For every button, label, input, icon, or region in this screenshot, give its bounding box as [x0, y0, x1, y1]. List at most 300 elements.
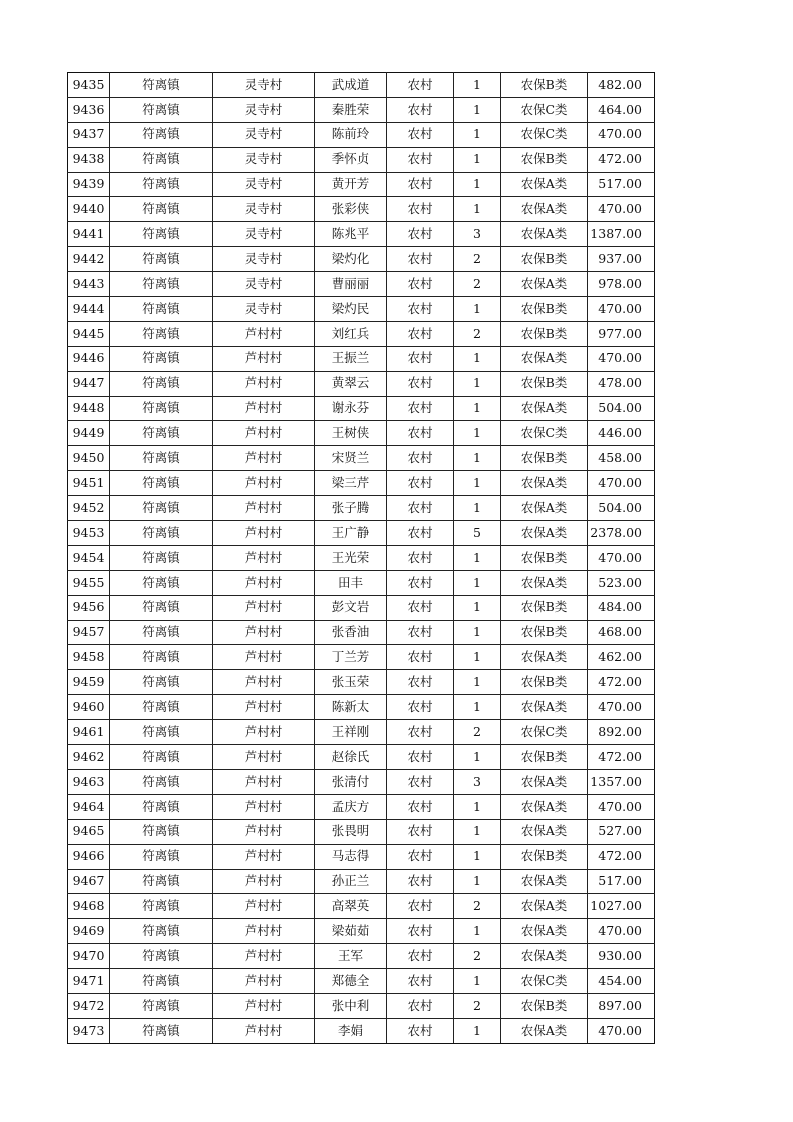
area-type-cell: 农村 [387, 570, 454, 595]
category-cell: 农保A类 [501, 272, 588, 297]
area-type-cell: 农村 [387, 720, 454, 745]
household-size-cell: 3 [454, 222, 501, 247]
village-cell: 芦村村 [213, 745, 315, 770]
serial-number-cell: 9458 [68, 645, 110, 670]
town-cell: 符离镇 [110, 521, 213, 546]
name-cell: 梁三芹 [315, 471, 387, 496]
amount-cell: 472.00 [588, 147, 655, 172]
table-row [68, 620, 655, 645]
table-row [68, 197, 655, 222]
amount-cell: 472.00 [588, 844, 655, 869]
category-cell: 农保B类 [501, 993, 588, 1018]
category-cell: 农保A类 [501, 769, 588, 794]
household-size-cell: 1 [454, 969, 501, 994]
town-cell: 符离镇 [110, 122, 213, 147]
name-cell: 黄开芳 [315, 172, 387, 197]
table-row [68, 794, 655, 819]
roster-body [68, 73, 655, 1044]
name-cell: 张香油 [315, 620, 387, 645]
amount-cell: 527.00 [588, 819, 655, 844]
household-size-cell: 1 [454, 919, 501, 944]
town-cell: 符离镇 [110, 197, 213, 222]
category-cell: 农保A类 [501, 794, 588, 819]
category-cell: 农保A类 [501, 471, 588, 496]
serial-number-cell: 9457 [68, 620, 110, 645]
town-cell: 符离镇 [110, 1018, 213, 1043]
town-cell: 符离镇 [110, 993, 213, 1018]
area-type-cell: 农村 [387, 769, 454, 794]
village-cell: 灵寺村 [213, 122, 315, 147]
table-row [68, 819, 655, 844]
household-size-cell: 1 [454, 670, 501, 695]
table-row [68, 1018, 655, 1043]
serial-number-cell: 9445 [68, 321, 110, 346]
serial-number-cell: 9460 [68, 695, 110, 720]
name-cell: 秦胜荣 [315, 97, 387, 122]
area-type-cell: 农村 [387, 969, 454, 994]
town-cell: 符离镇 [110, 769, 213, 794]
table-row [68, 570, 655, 595]
amount-cell: 484.00 [588, 595, 655, 620]
name-cell: 王广静 [315, 521, 387, 546]
area-type-cell: 农村 [387, 272, 454, 297]
serial-number-cell: 9453 [68, 521, 110, 546]
village-cell: 芦村村 [213, 695, 315, 720]
name-cell: 曹丽丽 [315, 272, 387, 297]
household-size-cell: 2 [454, 944, 501, 969]
household-size-cell: 2 [454, 993, 501, 1018]
amount-cell: 517.00 [588, 172, 655, 197]
village-cell: 芦村村 [213, 620, 315, 645]
village-cell: 灵寺村 [213, 147, 315, 172]
town-cell: 符离镇 [110, 147, 213, 172]
amount-cell: 470.00 [588, 197, 655, 222]
village-cell: 灵寺村 [213, 222, 315, 247]
area-type-cell: 农村 [387, 421, 454, 446]
area-type-cell: 农村 [387, 471, 454, 496]
village-cell: 芦村村 [213, 794, 315, 819]
town-cell: 符离镇 [110, 73, 213, 98]
name-cell: 张中利 [315, 993, 387, 1018]
serial-number-cell: 9442 [68, 247, 110, 272]
name-cell: 田丰 [315, 570, 387, 595]
name-cell: 张彩侠 [315, 197, 387, 222]
category-cell: 农保A类 [501, 197, 588, 222]
amount-cell: 1027.00 [588, 894, 655, 919]
amount-cell: 472.00 [588, 745, 655, 770]
household-size-cell: 1 [454, 844, 501, 869]
town-cell: 符离镇 [110, 97, 213, 122]
name-cell: 孙正兰 [315, 869, 387, 894]
category-cell: 农保B类 [501, 321, 588, 346]
household-size-cell: 1 [454, 147, 501, 172]
amount-cell: 517.00 [588, 869, 655, 894]
village-cell: 芦村村 [213, 545, 315, 570]
town-cell: 符离镇 [110, 720, 213, 745]
town-cell: 符离镇 [110, 570, 213, 595]
area-type-cell: 农村 [387, 371, 454, 396]
table-row [68, 670, 655, 695]
serial-number-cell: 9450 [68, 446, 110, 471]
town-cell: 符离镇 [110, 894, 213, 919]
amount-cell: 1387.00 [588, 222, 655, 247]
village-cell: 芦村村 [213, 371, 315, 396]
serial-number-cell: 9448 [68, 396, 110, 421]
area-type-cell: 农村 [387, 595, 454, 620]
category-cell: 农保B类 [501, 446, 588, 471]
name-cell: 刘红兵 [315, 321, 387, 346]
town-cell: 符离镇 [110, 944, 213, 969]
town-cell: 符离镇 [110, 371, 213, 396]
area-type-cell: 农村 [387, 1018, 454, 1043]
category-cell: 农保B类 [501, 844, 588, 869]
household-size-cell: 1 [454, 794, 501, 819]
serial-number-cell: 9436 [68, 97, 110, 122]
household-size-cell: 3 [454, 769, 501, 794]
area-type-cell: 农村 [387, 869, 454, 894]
area-type-cell: 农村 [387, 247, 454, 272]
table-row [68, 645, 655, 670]
village-cell: 芦村村 [213, 471, 315, 496]
name-cell: 陈新太 [315, 695, 387, 720]
town-cell: 符离镇 [110, 819, 213, 844]
name-cell: 郑德全 [315, 969, 387, 994]
household-size-cell: 1 [454, 1018, 501, 1043]
serial-number-cell: 9444 [68, 297, 110, 322]
amount-cell: 930.00 [588, 944, 655, 969]
table-row [68, 346, 655, 371]
town-cell: 符离镇 [110, 471, 213, 496]
village-cell: 芦村村 [213, 819, 315, 844]
town-cell: 符离镇 [110, 172, 213, 197]
category-cell: 农保A类 [501, 944, 588, 969]
amount-cell: 2378.00 [588, 521, 655, 546]
table-row [68, 969, 655, 994]
village-cell: 芦村村 [213, 919, 315, 944]
town-cell: 符离镇 [110, 222, 213, 247]
household-size-cell: 2 [454, 321, 501, 346]
category-cell: 农保A类 [501, 819, 588, 844]
category-cell: 农保B类 [501, 595, 588, 620]
amount-cell: 458.00 [588, 446, 655, 471]
household-size-cell: 1 [454, 745, 501, 770]
amount-cell: 470.00 [588, 919, 655, 944]
category-cell: 农保A类 [501, 172, 588, 197]
village-cell: 芦村村 [213, 321, 315, 346]
area-type-cell: 农村 [387, 521, 454, 546]
village-cell: 灵寺村 [213, 172, 315, 197]
table-row [68, 869, 655, 894]
village-cell: 芦村村 [213, 720, 315, 745]
area-type-cell: 农村 [387, 919, 454, 944]
category-cell: 农保A类 [501, 570, 588, 595]
serial-number-cell: 9467 [68, 869, 110, 894]
household-size-cell: 1 [454, 446, 501, 471]
serial-number-cell: 9447 [68, 371, 110, 396]
town-cell: 符离镇 [110, 745, 213, 770]
household-size-cell: 2 [454, 272, 501, 297]
household-size-cell: 1 [454, 297, 501, 322]
town-cell: 符离镇 [110, 670, 213, 695]
town-cell: 符离镇 [110, 595, 213, 620]
town-cell: 符离镇 [110, 844, 213, 869]
amount-cell: 937.00 [588, 247, 655, 272]
table-row [68, 122, 655, 147]
serial-number-cell: 9456 [68, 595, 110, 620]
amount-cell: 470.00 [588, 346, 655, 371]
household-size-cell: 1 [454, 545, 501, 570]
town-cell: 符离镇 [110, 620, 213, 645]
table-row [68, 396, 655, 421]
household-size-cell: 1 [454, 73, 501, 98]
name-cell: 季怀贞 [315, 147, 387, 172]
name-cell: 赵徐氏 [315, 745, 387, 770]
name-cell: 张畏明 [315, 819, 387, 844]
table-row [68, 993, 655, 1018]
household-size-cell: 1 [454, 695, 501, 720]
table-row [68, 471, 655, 496]
name-cell: 丁兰芳 [315, 645, 387, 670]
table-row [68, 944, 655, 969]
name-cell: 王树侠 [315, 421, 387, 446]
category-cell: 农保A类 [501, 1018, 588, 1043]
table-row [68, 720, 655, 745]
category-cell: 农保B类 [501, 545, 588, 570]
household-size-cell: 1 [454, 396, 501, 421]
category-cell: 农保A类 [501, 521, 588, 546]
town-cell: 符离镇 [110, 247, 213, 272]
table-row [68, 73, 655, 98]
area-type-cell: 农村 [387, 844, 454, 869]
serial-number-cell: 9462 [68, 745, 110, 770]
town-cell: 符离镇 [110, 396, 213, 421]
town-cell: 符离镇 [110, 794, 213, 819]
table-row [68, 769, 655, 794]
household-size-cell: 1 [454, 496, 501, 521]
category-cell: 农保C类 [501, 421, 588, 446]
household-size-cell: 1 [454, 570, 501, 595]
amount-cell: 482.00 [588, 73, 655, 98]
serial-number-cell: 9464 [68, 794, 110, 819]
name-cell: 梁茹茹 [315, 919, 387, 944]
amount-cell: 892.00 [588, 720, 655, 745]
area-type-cell: 农村 [387, 97, 454, 122]
category-cell: 农保A类 [501, 396, 588, 421]
amount-cell: 462.00 [588, 645, 655, 670]
table-row [68, 446, 655, 471]
amount-cell: 478.00 [588, 371, 655, 396]
village-cell: 芦村村 [213, 570, 315, 595]
serial-number-cell: 9459 [68, 670, 110, 695]
name-cell: 武成道 [315, 73, 387, 98]
table-row [68, 894, 655, 919]
town-cell: 符离镇 [110, 297, 213, 322]
category-cell: 农保C类 [501, 720, 588, 745]
category-cell: 农保C类 [501, 969, 588, 994]
name-cell: 宋贤兰 [315, 446, 387, 471]
serial-number-cell: 9471 [68, 969, 110, 994]
table-row [68, 545, 655, 570]
table-row [68, 919, 655, 944]
roster-table [67, 72, 655, 1044]
area-type-cell: 农村 [387, 147, 454, 172]
name-cell: 梁灼民 [315, 297, 387, 322]
name-cell: 张玉荣 [315, 670, 387, 695]
area-type-cell: 农村 [387, 645, 454, 670]
area-type-cell: 农村 [387, 944, 454, 969]
village-cell: 芦村村 [213, 869, 315, 894]
area-type-cell: 农村 [387, 396, 454, 421]
name-cell: 张清付 [315, 769, 387, 794]
name-cell: 高翠英 [315, 894, 387, 919]
village-cell: 芦村村 [213, 645, 315, 670]
table-row [68, 97, 655, 122]
household-size-cell: 1 [454, 346, 501, 371]
name-cell: 谢永芬 [315, 396, 387, 421]
category-cell: 农保B类 [501, 745, 588, 770]
name-cell: 王祥刚 [315, 720, 387, 745]
table-row [68, 421, 655, 446]
amount-cell: 470.00 [588, 695, 655, 720]
name-cell: 陈前玲 [315, 122, 387, 147]
village-cell: 灵寺村 [213, 197, 315, 222]
amount-cell: 470.00 [588, 122, 655, 147]
serial-number-cell: 9455 [68, 570, 110, 595]
town-cell: 符离镇 [110, 421, 213, 446]
category-cell: 农保A类 [501, 695, 588, 720]
area-type-cell: 农村 [387, 670, 454, 695]
amount-cell: 468.00 [588, 620, 655, 645]
household-size-cell: 1 [454, 97, 501, 122]
household-size-cell: 5 [454, 521, 501, 546]
area-type-cell: 农村 [387, 745, 454, 770]
area-type-cell: 农村 [387, 620, 454, 645]
amount-cell: 504.00 [588, 496, 655, 521]
serial-number-cell: 9461 [68, 720, 110, 745]
village-cell: 灵寺村 [213, 97, 315, 122]
area-type-cell: 农村 [387, 794, 454, 819]
area-type-cell: 农村 [387, 993, 454, 1018]
household-size-cell: 2 [454, 720, 501, 745]
area-type-cell: 农村 [387, 545, 454, 570]
table-row [68, 496, 655, 521]
serial-number-cell: 9470 [68, 944, 110, 969]
amount-cell: 470.00 [588, 471, 655, 496]
village-cell: 灵寺村 [213, 297, 315, 322]
town-cell: 符离镇 [110, 919, 213, 944]
category-cell: 农保A类 [501, 645, 588, 670]
town-cell: 符离镇 [110, 321, 213, 346]
table-row [68, 595, 655, 620]
name-cell: 王振兰 [315, 346, 387, 371]
town-cell: 符离镇 [110, 346, 213, 371]
village-cell: 芦村村 [213, 421, 315, 446]
area-type-cell: 农村 [387, 122, 454, 147]
household-size-cell: 1 [454, 371, 501, 396]
village-cell: 芦村村 [213, 1018, 315, 1043]
household-size-cell: 1 [454, 645, 501, 670]
area-type-cell: 农村 [387, 819, 454, 844]
serial-number-cell: 9435 [68, 73, 110, 98]
category-cell: 农保A类 [501, 346, 588, 371]
category-cell: 农保B类 [501, 620, 588, 645]
area-type-cell: 农村 [387, 346, 454, 371]
serial-number-cell: 9469 [68, 919, 110, 944]
amount-cell: 977.00 [588, 321, 655, 346]
village-cell: 灵寺村 [213, 272, 315, 297]
household-size-cell: 2 [454, 247, 501, 272]
name-cell: 王光荣 [315, 545, 387, 570]
name-cell: 梁灼化 [315, 247, 387, 272]
village-cell: 芦村村 [213, 496, 315, 521]
village-cell: 芦村村 [213, 595, 315, 620]
name-cell: 陈兆平 [315, 222, 387, 247]
amount-cell: 470.00 [588, 297, 655, 322]
village-cell: 芦村村 [213, 993, 315, 1018]
name-cell: 彭文岩 [315, 595, 387, 620]
serial-number-cell: 9463 [68, 769, 110, 794]
table-row [68, 147, 655, 172]
household-size-cell: 1 [454, 197, 501, 222]
category-cell: 农保A类 [501, 894, 588, 919]
area-type-cell: 农村 [387, 894, 454, 919]
table-row [68, 222, 655, 247]
category-cell: 农保B类 [501, 73, 588, 98]
household-size-cell: 1 [454, 819, 501, 844]
household-size-cell: 1 [454, 620, 501, 645]
household-size-cell: 1 [454, 471, 501, 496]
area-type-cell: 农村 [387, 172, 454, 197]
serial-number-cell: 9472 [68, 993, 110, 1018]
table-row [68, 172, 655, 197]
amount-cell: 897.00 [588, 993, 655, 1018]
table-row [68, 321, 655, 346]
serial-number-cell: 9451 [68, 471, 110, 496]
serial-number-cell: 9439 [68, 172, 110, 197]
amount-cell: 464.00 [588, 97, 655, 122]
town-cell: 符离镇 [110, 545, 213, 570]
household-size-cell: 1 [454, 172, 501, 197]
area-type-cell: 农村 [387, 73, 454, 98]
town-cell: 符离镇 [110, 496, 213, 521]
village-cell: 芦村村 [213, 944, 315, 969]
amount-cell: 470.00 [588, 545, 655, 570]
category-cell: 农保A类 [501, 869, 588, 894]
amount-cell: 470.00 [588, 794, 655, 819]
serial-number-cell: 9468 [68, 894, 110, 919]
category-cell: 农保C类 [501, 122, 588, 147]
category-cell: 农保B类 [501, 147, 588, 172]
category-cell: 农保B类 [501, 247, 588, 272]
table-row [68, 371, 655, 396]
serial-number-cell: 9466 [68, 844, 110, 869]
table-row [68, 844, 655, 869]
village-cell: 芦村村 [213, 346, 315, 371]
serial-number-cell: 9465 [68, 819, 110, 844]
village-cell: 芦村村 [213, 894, 315, 919]
amount-cell: 454.00 [588, 969, 655, 994]
table-row [68, 745, 655, 770]
household-size-cell: 1 [454, 869, 501, 894]
village-cell: 芦村村 [213, 521, 315, 546]
name-cell: 黄翠云 [315, 371, 387, 396]
name-cell: 张子腾 [315, 496, 387, 521]
amount-cell: 978.00 [588, 272, 655, 297]
serial-number-cell: 9454 [68, 545, 110, 570]
amount-cell: 446.00 [588, 421, 655, 446]
amount-cell: 1357.00 [588, 769, 655, 794]
serial-number-cell: 9446 [68, 346, 110, 371]
